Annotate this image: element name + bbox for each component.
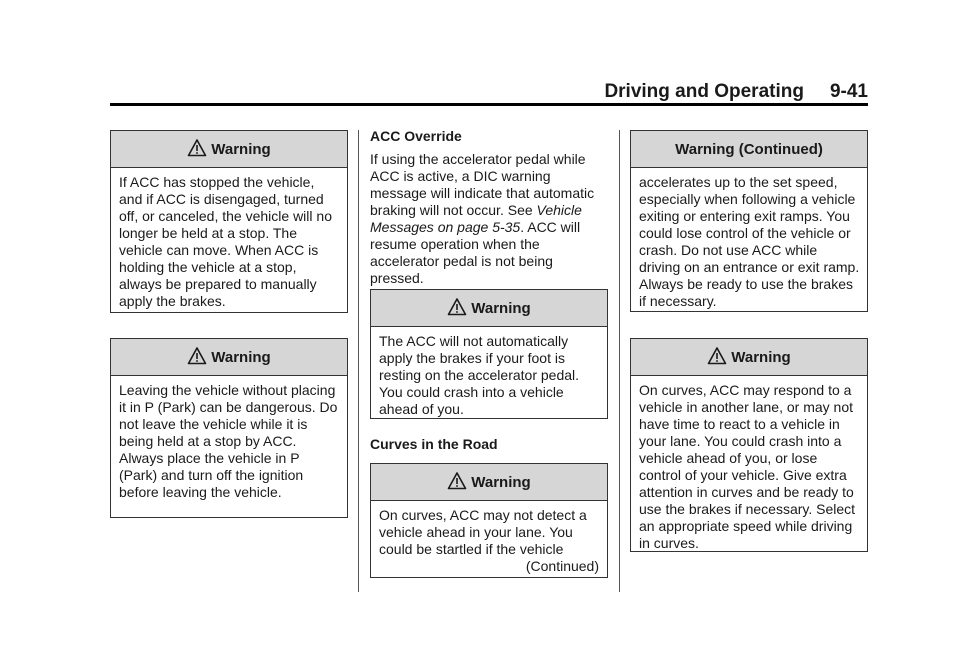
override-text-1: If using the accelerator pedal while ACC is active, a DIC warning message will indicate that automatic braking will not occur. See — [370, 151, 595, 218]
acc-override-heading: ACC Override — [370, 128, 462, 144]
warning-triangle-icon — [187, 138, 207, 158]
override-text-2: . ACC will resume operation when the accelerator pedal is not being pressed. — [370, 219, 581, 286]
section-title: Driving and Operating — [604, 81, 804, 102]
warning-title: Warning — [211, 140, 271, 158]
warning-box-header — [111, 131, 347, 168]
warning-title: Warning — [731, 348, 791, 366]
warning-box-park — [110, 338, 348, 518]
header-rule — [110, 103, 868, 106]
acc-override-paragraph — [370, 151, 610, 287]
warning-body: Leaving the vehicle without placing it in P (Park) can be dangerous. Do not leave the vehicle while it is being held at a stop by ACC. Always place the vehicle in P (Park) and turn off the ignition before leaving the vehicle. — [119, 382, 338, 500]
warning-body-text: On curves, ACC may not detect a vehicle ahead in your lane. You could be startled if the vehicle — [379, 507, 587, 557]
warning-body — [371, 501, 607, 581]
warning-title: Warning — [211, 348, 271, 366]
warning-body: If ACC has stopped the vehicle, and if ACC is disengaged, turned off, or canceled, the vehicle will no longer be held at a stop. The vehicle can move. When ACC is holding the vehicle at a stop, always be prepared to manually apply the brakes. — [119, 174, 332, 309]
warning-triangle-icon — [447, 297, 467, 317]
warning-triangle-icon — [707, 346, 727, 366]
warning-triangle-icon — [187, 346, 207, 366]
warning-box-header — [371, 464, 607, 501]
page-header — [110, 80, 868, 104]
warning-title: Warning — [471, 299, 531, 317]
warning-box-accelerator — [370, 289, 608, 419]
warning-box-header — [371, 290, 607, 327]
warning-body: accelerates up to the set speed, especially when following a vehicle exiting or entering exit ramps. You could lose control of the vehicle or crash. Do not use ACC while driving on an entrance or exit ramp. Always be ready to use the brakes if necessary. — [639, 174, 860, 309]
page-number: 9-41 — [829, 81, 868, 102]
continued-label: (Continued) — [525, 558, 599, 574]
warning-box-acc-stopped — [110, 130, 348, 313]
warning-title: Warning (Continued) — [675, 140, 823, 158]
warning-title: Warning — [471, 473, 531, 491]
warning-box-header — [111, 339, 347, 376]
warning-box-header — [631, 339, 867, 376]
warning-triangle-icon — [447, 471, 467, 491]
warning-box-continued — [630, 130, 868, 312]
warning-box-curves-other-lane — [630, 338, 868, 552]
warning-box-header — [631, 131, 867, 168]
column-divider-1 — [358, 130, 359, 592]
warning-box-curves — [370, 463, 608, 578]
warning-body: On curves, ACC may respond to a vehicle in another lane, or may not have time to react to a vehicle in your lane. You could crash into a vehicle ahead of you, or lose control of your vehicle. Give extra attention in curves and be ready to use the brakes if necessary. Select an appropriate speed while driving in curves. — [639, 382, 856, 551]
warning-body: The ACC will not automatically apply the brakes if your foot is resting on the accelerator pedal. You could crash into a vehicle ahead of you. — [379, 333, 580, 417]
column-divider-2 — [619, 130, 620, 592]
vehicle-messages-reference[interactable]: Vehicle Messages on page 5-35 — [370, 202, 582, 235]
curves-heading: Curves in the Road — [370, 436, 498, 452]
